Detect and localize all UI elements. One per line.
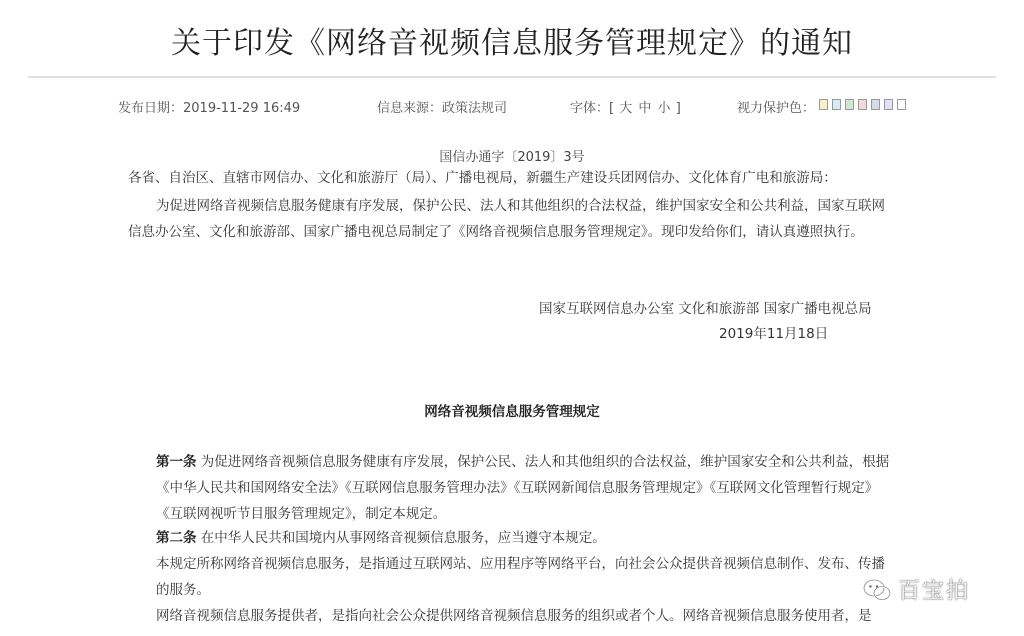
publish-date-value: 2019-11-29 16:49 <box>183 101 301 116</box>
signature-date: 2019年11月18日 <box>719 326 829 342</box>
article-1-label: 第一条 <box>156 454 197 470</box>
regulation-title: 网络音视频信息服务管理规定 <box>424 404 600 420</box>
eye-color-swatch[interactable] <box>858 99 867 110</box>
eye-color-swatch[interactable] <box>884 99 893 110</box>
addressee-line: 各省、自治区、直辖市网信办、文化和旅游厅（局）、广播电视局，新疆生产建设兵团网信办、文化体育广电和旅游局： <box>128 170 837 186</box>
font-size-medium-button[interactable]: 中 <box>638 101 652 116</box>
font-size-control <box>570 97 681 116</box>
source-value: 政策法规司 <box>442 101 508 116</box>
article-2-paragraph-2-text: 本规定所称网络音视频信息服务，是指通过互联网站、应用程序等网络平台，向社会公众提供音视频信息制作、发布、传播的服务。 <box>156 556 885 598</box>
article-2-paragraph-3-text: 网络音视频信息服务提供者，是指向社会公众提供网络音视频信息服务的组织或者个人。网络音视频信息服务使用者，是 <box>156 608 872 624</box>
font-size-large-button[interactable]: 大 <box>619 101 633 116</box>
eye-protection-label: 视力保护色： <box>737 101 816 116</box>
publish-date-meta <box>118 97 300 116</box>
font-size-label: 字体：[ <box>570 101 615 116</box>
eye-color-swatch[interactable] <box>832 99 841 110</box>
article-1-text: 为促进网络音视频信息服务健康有序发展，保护公民、法人和其他组织的合法权益，维护国家安全和公共利益，根据《中华人民共和国网络安全法》《互联网信息服务管理办法》《互联网新闻信息服务管理规定》《互联网文化管理暂行规定》《互联网视听节目服务管理规定》，制定本规定。 <box>156 454 890 522</box>
article-1 <box>128 449 890 527</box>
source-label: 信息来源： <box>377 101 443 116</box>
font-size-bracket: ] <box>675 101 681 116</box>
watermark-text: 百宝拍 <box>898 579 971 604</box>
eye-color-swatch[interactable] <box>845 99 854 110</box>
font-size-small-button[interactable]: 小 <box>657 101 671 116</box>
wechat-icon <box>862 578 892 602</box>
title-divider <box>28 76 996 78</box>
article-2-paragraph-2 <box>128 551 890 603</box>
source-meta <box>377 97 507 116</box>
eye-protection-control <box>737 97 906 116</box>
document-number: 国信办通字〔2019〕3号 <box>439 150 585 165</box>
publish-date-label: 发布日期： <box>118 101 184 116</box>
notice-body-paragraph: 为促进网络音视频信息服务健康有序发展，保护公民、法人和其他组织的合法权益，维护国家安全和公共利益，国家互联网信息办公室、文化和旅游部、国家广播电视总局制定了《网络音视频信息服务管理规定》。现印发给你们，请认真遵照执行。 <box>128 198 885 240</box>
signature-organizations: 国家互联网信息办公室 文化和旅游部 国家广播电视总局 <box>539 301 872 317</box>
article-2-text: 在中华人民共和国境内从事网络音视频信息服务，应当遵守本规定。 <box>196 530 606 546</box>
article-2-label: 第二条 <box>156 530 197 546</box>
article-2-paragraph-3 <box>128 603 890 629</box>
eye-color-swatch[interactable] <box>871 99 880 110</box>
eye-color-swatches <box>815 99 906 114</box>
eye-color-swatch[interactable] <box>897 99 906 110</box>
article-2 <box>128 525 890 551</box>
watermark <box>862 574 970 605</box>
eye-color-swatch[interactable] <box>819 99 828 110</box>
page-title: 关于印发《网络音视频信息服务管理规定》的通知 <box>171 26 853 61</box>
